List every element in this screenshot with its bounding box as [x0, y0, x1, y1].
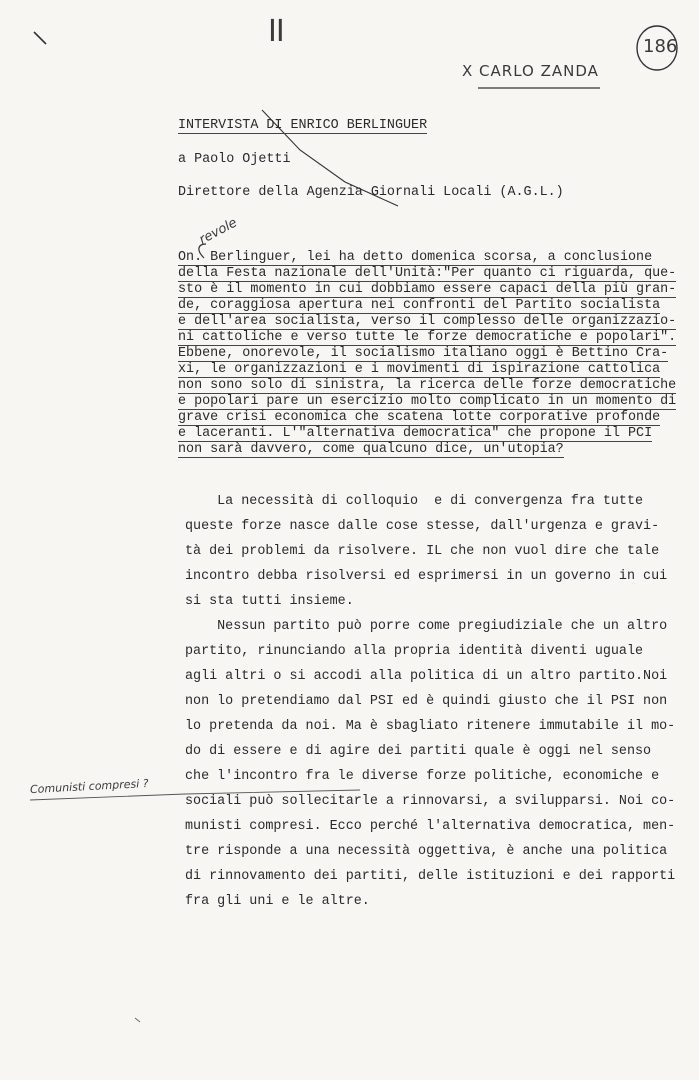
answer-line: queste forze nasce dalle cose stesse, dall'urgenza e gravi- [185, 519, 660, 534]
answer-line: tà dei problemi da risolvere. IL che non vuol dire che tale [185, 544, 660, 559]
question-line: grave crisi economica che scatena lotte corporative profonde [178, 410, 661, 425]
answer-line: di rinnovamento dei partiti, delle istituzioni e dei rapporti [185, 869, 676, 884]
recipient-line: a Paolo Ojetti [178, 152, 291, 167]
answer-line: non lo pretendiamo dal PSI ed è quindi giusto che il PSI non [185, 694, 668, 709]
question-line: e dell'area socialista, verso il complesso delle organizzazio- [178, 314, 677, 329]
answer-line: lo pretenda da noi. Ma è sbagliato ritenere immutabile il mo- [185, 719, 676, 734]
answer-line: Nessun partito può porre come pregiudiziale che un altro [185, 619, 668, 634]
question-line: ni cattoliche e verso tutte le forze democratiche e popolari". [178, 330, 677, 345]
question-line: e laceranti. L'"alternativa democratica" che propone il PCI [178, 426, 653, 441]
question-line: On. Berlinguer, lei ha detto domenica scorsa, a conclusione [178, 250, 653, 265]
inserted-word: revole [196, 215, 240, 248]
answer-line: si sta tutti insieme. [185, 594, 354, 609]
question-line: non sono solo di sinistra, la ricerca delle forze democratiche [178, 378, 677, 393]
answer-line: La necessità di colloquio e di convergenza fra tutte [185, 494, 644, 509]
pen-tick-mark [34, 32, 46, 44]
page-mark-roman: II [268, 14, 284, 49]
question-line: della Festa nazionale dell'Unità:"Per quanto ci riguarda, que- [178, 266, 677, 281]
answer-line: incontro debba risolversi ed esprimersi in un governo in cui [185, 569, 668, 584]
stray-mark [135, 1018, 140, 1022]
answer-line: tre risponde a una necessità oggettiva, è anche una politica [185, 844, 668, 859]
recipient-role: Direttore della Agenzia Giornali Locali (A.G.L.) [178, 185, 564, 200]
question-line: de, coraggiosa apertura nei confronti del Partito socialista [178, 298, 661, 313]
margin-note: Comunisti compresi ? [29, 776, 149, 797]
answer-line: fra gli uni e le altre. [185, 894, 370, 909]
answer-line: partito, rinunciando alla propria identità diventi uguale [185, 644, 644, 659]
interview-title: INTERVISTA DI ENRICO BERLINGUER [178, 118, 428, 133]
question-line: non sarà davvero, come qualcuno dice, un'utopia? [178, 442, 564, 457]
answer-line: munisti compresi. Ecco perché l'alternativa democratica, men- [185, 819, 676, 834]
page-number: 186 [643, 36, 678, 57]
answer-line: do di essere e di agire dei partiti quale è oggi nel senso [185, 744, 652, 759]
top-right-note: X CARLO ZANDA [462, 62, 599, 80]
question-line: sto è il momento in cui dobbiamo essere capaci della più gran- [178, 282, 677, 297]
question-line: xi, le organizzazioni e i movimenti di ispirazione cattolica [178, 362, 661, 377]
question-line: e popolari pare un esercizio molto complicato in un momento di [178, 394, 677, 409]
question-line: Ebbene, onorevole, il socialismo italiano oggi è Bettino Cra- [178, 346, 669, 361]
answer-line: che l'incontro fra le diverse forze politiche, economiche e [185, 769, 660, 784]
answer-line: agli altri o si accodi alla politica di un altro partito.Noi [185, 669, 668, 684]
answer-line: sociali può sollecitarle a rinnovarsi, a svilupparsi. Noi co- [185, 794, 676, 809]
